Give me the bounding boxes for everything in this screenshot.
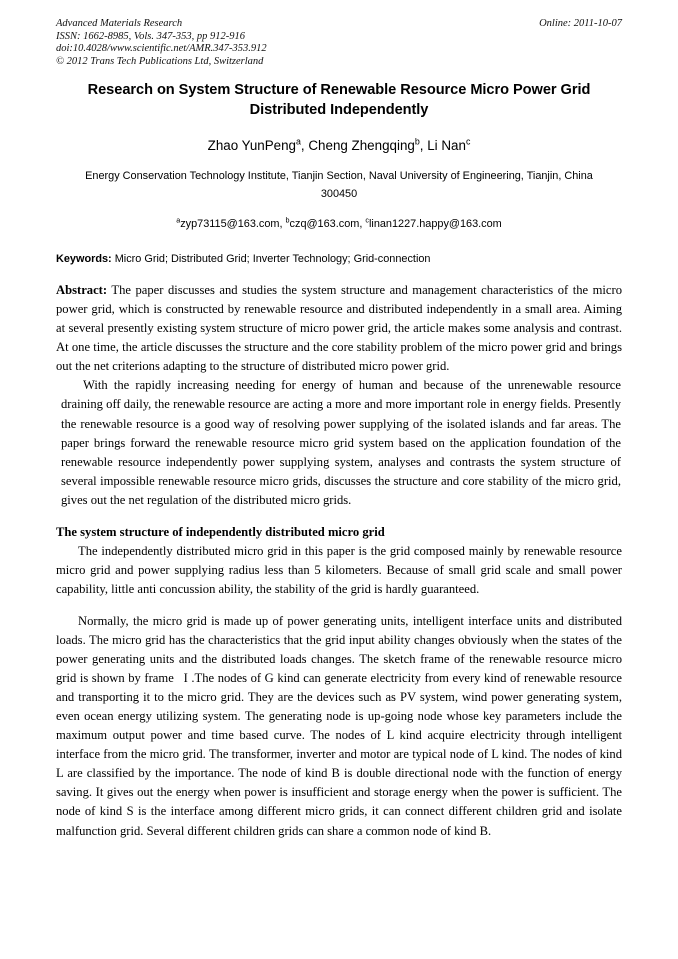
journal-name: Advanced Materials Research — [56, 18, 183, 29]
email-affiliation-marker: b — [285, 215, 290, 225]
journal-header — [56, 18, 622, 68]
email-entry — [365, 215, 502, 231]
keywords-line — [56, 252, 622, 267]
author-name: Zhao YunPeng — [207, 138, 296, 154]
author-emails — [56, 217, 622, 232]
journal-header-left — [56, 18, 486, 68]
email-address: linan1227.happy@163.com — [368, 218, 502, 231]
intro-paragraph-block — [61, 376, 621, 510]
author-affiliation-marker: b — [414, 136, 420, 147]
author-affiliation-marker: c — [465, 136, 471, 147]
abstract-label: Abstract: — [56, 283, 108, 298]
email-entry — [176, 215, 280, 231]
author-separator: , — [419, 138, 428, 154]
author-entry — [208, 138, 301, 153]
abstract-text: The paper discusses and studies the system structure and management characteristics of the micro power grid, which is constructed by renewable resource and distributed independently in a small area. Aiming at several presently existing system structure of micro power grid, the article makes some analysis and contrast. At one time, the article discusses the structure and the core stability problem of the micro power grid and brings out the net criterions adapting to the structure of distributed micro power grid. — [56, 283, 623, 374]
author-affiliation: Energy Conservation Technology Institute, Tianjin Section, Naval University of Engineering, Tianjin, China 300450 — [85, 170, 593, 200]
author-name: Li Nan — [427, 138, 466, 154]
paper-title: Research on System Structure of Renewable Resource Micro Power Grid Distributed Independently — [87, 82, 591, 119]
email-address: czq@163.com — [289, 218, 360, 231]
abstract-block — [56, 281, 622, 376]
journal-copyright-line: © 2012 Trans Tech Publications Ltd, Switzerland — [56, 55, 264, 67]
email-separator: , — [279, 218, 286, 231]
author-separator: , — [300, 138, 309, 154]
author-affiliation-marker: a — [296, 136, 301, 147]
section-heading: The system structure of independently distributed micro grid — [56, 524, 385, 539]
email-affiliation-marker: a — [176, 215, 181, 225]
journal-issn-line: ISSN: 1662-8985, Vols. 347-353, pp 912-916 — [56, 30, 245, 42]
author-entry — [427, 138, 470, 153]
email-address: zyp73115@163.com — [180, 218, 280, 231]
email-entry — [285, 215, 360, 231]
keywords-value: Micro Grid; Distributed Grid; Inverter Technology; Grid-connection — [114, 253, 431, 266]
email-affiliation-marker: c — [365, 215, 369, 225]
section-paragraph: The independently distributed micro grid in this paper is the grid composed mainly by renewable resource micro grid and power supplying radius less than 5 kilometers. Because of small grid scale and small power capability, little anti concussion ability, the stability of the grid is hardly guaranteed. — [56, 543, 622, 596]
author-name: Cheng Zhengqing — [308, 138, 415, 154]
author-entry — [308, 138, 419, 153]
email-separator: , — [359, 218, 366, 231]
journal-doi-line: doi:10.4028/www.scientific.net/AMR.347-353.912 — [56, 43, 267, 55]
intro-paragraph: With the rapidly increasing needing for energy of human and because of the unrenewable resource draining off daily, the renewable resource are acting a more and more important role in energy fields. Presently the renewable resource is a good way of resolving power supplying of the isolated islands and far areas. The paper brings forward the renewable resource micro grid system based on the application foundation of the renewable resource independently power supplying system, analyses and contrasts the system structure of several impossible renewable resource micro grids, discusses the structure and core stability of the micro grid, gives out the net regulation of the distributed micro grids. — [61, 378, 621, 507]
section-paragraph: Normally, the micro grid is made up of power generating units, intelligent interface units and distributed loads. The micro grid has the characteristics that the grid input ability changes obviously when the states of the power generating units and the distributed loads changes. The sketch frame of the renewable resource micro grid is shown by frame I .The nodes of G kind can generate electricity from every kind of renewable resource and transporting it to the micro grid. They are the devices such as PV system, wind power generating system, even ocean energy utilizing system. The generating node is up-going node whose key parameters include the maximum output power and time based curve. The nodes of L kind acquire electricity through intelligent interface from the micro grid. The transformer, inverter and motor are typical node of L kind. The nodes of kind L are classified by the importance. The node of kind B is double directional node with the function of energy saving. It gives out the energy when power is insufficient and storage energy when the power is sufficient. The node of kind S is the interface among different micro grids, it can connect different children grid and isolate malfunction grid. Several different children grids can share a common node of kind B. — [56, 613, 622, 838]
online-publication-date: Online: 2011-10-07 — [539, 18, 622, 29]
keywords-label: Keywords: — [56, 253, 112, 266]
section-body — [56, 542, 622, 841]
author-list — [56, 137, 622, 154]
